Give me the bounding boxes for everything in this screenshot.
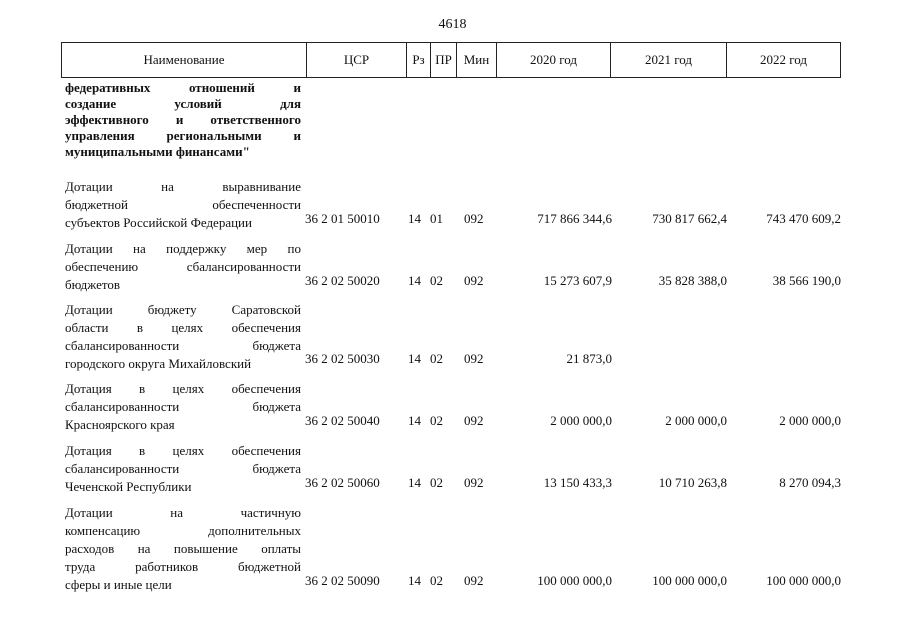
row-2021: 10 710 263,8 [658,475,727,490]
header-pr: ПР [430,43,456,77]
name-line: субъектов Российской Федерации [65,215,252,230]
header-2021: 2021 год [610,43,726,77]
name-line: области в целях обеспечения [65,320,301,335]
row-2021: 2 000 000,0 [665,413,727,428]
name-line: Дотации на частичную [65,505,301,520]
row-pr: 02 [430,273,443,288]
row-csr: 36 2 02 50040 [305,413,380,428]
row-2021: 35 828 388,0 [658,273,727,288]
name-line: Красноярского края [65,417,175,432]
row-rz: 14 [408,573,421,588]
name-line: Дотации бюджету Саратовской [65,302,301,317]
row-name [65,301,301,373]
name-line: Дотации на выравнивание [65,179,301,194]
row-2020: 100 000 000,0 [537,573,612,588]
title-line: муниципальными финансами" [65,144,250,159]
row-name [65,442,301,496]
row-csr: 36 2 02 50060 [305,475,380,490]
name-line: Дотация в целях обеспечения [65,443,301,458]
row-2022: 8 270 094,3 [779,475,841,490]
header-name: Наименование [143,52,225,67]
row-pr: 01 [430,211,443,226]
row-pr: 02 [430,413,443,428]
title-line: создание условий для [65,96,301,111]
row-2020: 717 866 344,6 [537,211,612,226]
row-2020: 15 273 607,9 [543,273,612,288]
row-2020: 21 873,0 [566,351,612,366]
row-rz: 14 [408,475,421,490]
header-2022: 2022 год [726,43,840,77]
continued-program-title [65,80,301,160]
name-line: расходов на повышение оплаты [65,541,301,556]
row-pr: 02 [430,475,443,490]
row-name [65,240,301,294]
row-min: 092 [464,351,484,366]
name-line: Чеченской Республики [65,479,192,494]
name-line: сбалансированности бюджета [65,338,301,353]
name-line: труда работников бюджетной [65,559,301,574]
row-2022: 100 000 000,0 [766,573,841,588]
page-number: 4618 [438,17,467,32]
row-rz: 14 [408,351,421,366]
name-line: бюджетов [65,277,121,292]
name-line: Дотации на поддержку мер по [65,241,301,256]
row-pr: 02 [430,573,443,588]
name-line: бюджетной обеспеченности [65,197,301,212]
row-min: 092 [464,211,484,226]
title-line: федеративных отношений и [65,80,301,95]
name-line: городского округа Михайловский [65,356,252,371]
row-2021: 730 817 662,4 [652,211,727,226]
row-csr: 36 2 02 50090 [305,573,380,588]
row-csr: 36 2 02 50030 [305,351,380,366]
row-csr: 36 2 01 50010 [305,211,380,226]
row-name [65,504,301,594]
table-header [61,42,841,78]
name-line: сбалансированности бюджета [65,461,301,476]
row-name [65,380,301,434]
row-csr: 36 2 02 50020 [305,273,380,288]
title-line: управления региональными и [65,128,301,143]
row-2020: 13 150 433,3 [543,475,612,490]
row-name [65,178,301,232]
title-line: эффективного и ответственного [65,112,301,127]
row-2022: 743 470 609,2 [766,211,841,226]
header-rz: Рз [406,43,430,77]
row-rz: 14 [408,211,421,226]
row-pr: 02 [430,351,443,366]
row-rz: 14 [408,273,421,288]
header-min: Мин [456,43,496,77]
row-min: 092 [464,273,484,288]
row-2022: 38 566 190,0 [772,273,841,288]
header-csr: ЦСР [306,43,406,77]
row-min: 092 [464,475,484,490]
row-2021: 100 000 000,0 [652,573,727,588]
row-min: 092 [464,573,484,588]
row-min: 092 [464,413,484,428]
name-line: обеспечению сбалансированности [65,259,301,274]
name-line: компенсацию дополнительных [65,523,301,538]
name-line: сбалансированности бюджета [65,399,301,414]
name-line: Дотация в целях обеспечения [65,381,301,396]
name-line: сферы и иные цели [65,577,172,592]
row-rz: 14 [408,413,421,428]
row-2022: 2 000 000,0 [779,413,841,428]
header-2020: 2020 год [496,43,610,77]
row-2020: 2 000 000,0 [550,413,612,428]
